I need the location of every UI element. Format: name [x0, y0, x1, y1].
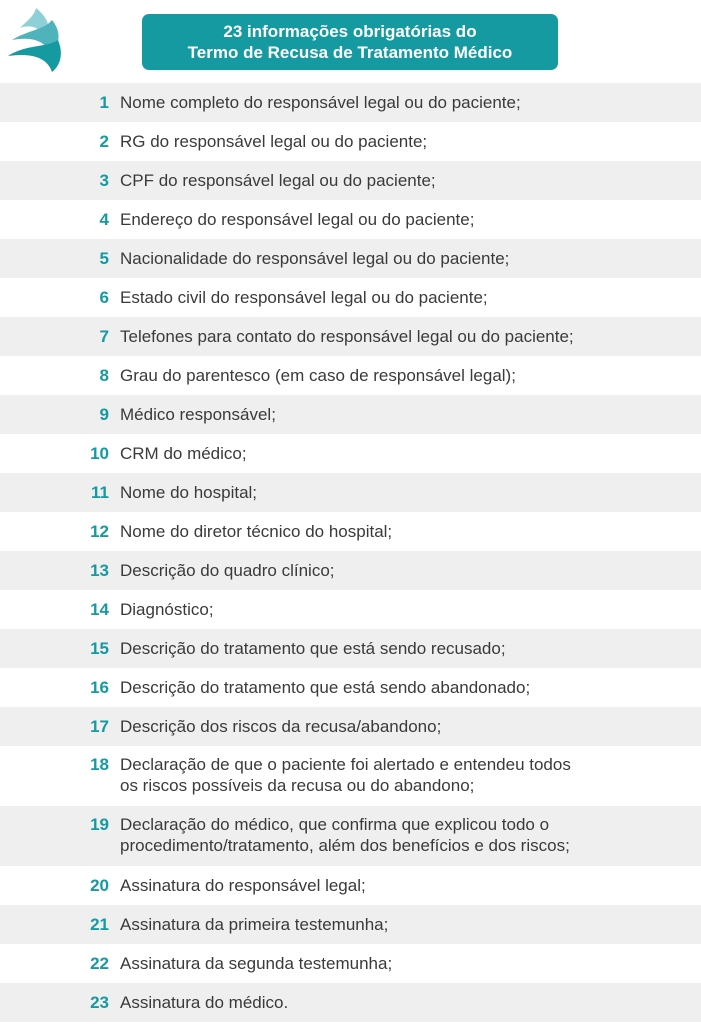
item-number: 5: [99, 248, 109, 268]
list-item: [0, 239, 701, 278]
item-text: CPF do responsável legal ou do paciente;: [120, 171, 436, 190]
list-item: [0, 668, 701, 707]
list-item: [0, 122, 701, 161]
list-item: [0, 983, 701, 1022]
list-item: [0, 473, 701, 512]
item-number: 7: [99, 326, 109, 346]
list-item: [0, 161, 701, 200]
list-item: [0, 512, 701, 551]
item-text: Descrição do tratamento que está sendo abandonado;: [120, 678, 531, 697]
item-number: 9: [99, 404, 109, 424]
item-text: Assinatura da primeira testemunha;: [120, 915, 389, 934]
item-text: Grau do parentesco (em caso de responsável legal);: [120, 366, 516, 385]
item-number: 14: [90, 599, 109, 619]
item-number: 16: [90, 677, 109, 697]
list-item: [0, 866, 701, 905]
item-text: Nome completo do responsável legal ou do paciente;: [120, 93, 521, 112]
item-text-line-1: Declaração do médico, que confirma que explicou todo o: [120, 815, 550, 834]
item-text: Assinatura do médico.: [120, 993, 289, 1012]
list-item: [0, 200, 701, 239]
list-item: [0, 905, 701, 944]
item-text: Telefones para contato do responsável legal ou do paciente;: [120, 327, 574, 346]
list-item: [0, 746, 701, 806]
list-item: [0, 83, 701, 122]
list-item: [0, 944, 701, 983]
item-text-line-2: procedimento/tratamento, além dos benefícios e dos riscos;: [120, 836, 570, 855]
item-text: Assinatura da segunda testemunha;: [120, 954, 393, 973]
list-item: [0, 551, 701, 590]
list-item: [0, 707, 701, 746]
item-text: CRM do médico;: [120, 444, 247, 463]
item-text-line-2: os riscos possíveis da recusa ou do abandono;: [120, 776, 475, 795]
item-number: 17: [90, 716, 109, 736]
item-text: [120, 754, 680, 796]
item-text: Diagnóstico;: [120, 600, 214, 619]
item-text: Descrição do quadro clínico;: [120, 561, 335, 580]
list-item: [0, 395, 701, 434]
list-item: [0, 590, 701, 629]
title-banner: [142, 14, 558, 70]
item-number: 13: [90, 560, 109, 580]
title-line-1: 23 informações obrigatórias do: [223, 22, 477, 41]
item-number: 20: [90, 875, 109, 895]
list-item: [0, 434, 701, 473]
list-item: [0, 356, 701, 395]
item-number: 12: [90, 521, 109, 541]
item-number: 22: [90, 953, 109, 973]
item-number: 6: [99, 287, 109, 307]
item-text: Nome do diretor técnico do hospital;: [120, 522, 393, 541]
item-number: 21: [90, 914, 109, 934]
list-item: [0, 317, 701, 356]
requirements-list: [0, 83, 701, 1022]
teal-waves-logo-icon: [6, 6, 62, 74]
item-number: 8: [99, 365, 109, 385]
item-number: 15: [90, 638, 109, 658]
item-number: 2: [99, 131, 109, 151]
list-item: [0, 806, 701, 866]
item-text: Nacionalidade do responsável legal ou do paciente;: [120, 249, 510, 268]
item-number: 23: [90, 992, 109, 1012]
item-text: Estado civil do responsável legal ou do paciente;: [120, 288, 488, 307]
item-text: Descrição dos riscos da recusa/abandono;: [120, 717, 442, 736]
item-number: 10: [90, 443, 109, 463]
item-text-line-1: Declaração de que o paciente foi alertado e entendeu todos: [120, 755, 571, 774]
list-item: [0, 278, 701, 317]
item-text: Nome do hospital;: [120, 483, 258, 502]
item-number: 3: [99, 170, 109, 190]
item-number: 19: [90, 815, 109, 834]
item-number: 18: [90, 755, 109, 774]
list-item: [0, 629, 701, 668]
title-line-2: Termo de Recusa de Tratamento Médico: [187, 43, 513, 62]
item-text: Assinatura do responsável legal;: [120, 876, 366, 895]
item-text: Médico responsável;: [120, 405, 276, 424]
item-number: 1: [99, 92, 109, 112]
item-number: 4: [99, 209, 109, 229]
item-number: 11: [91, 482, 109, 502]
item-text: [120, 814, 680, 856]
item-text: RG do responsável legal ou do paciente;: [120, 132, 428, 151]
item-text: Descrição do tratamento que está sendo recusado;: [120, 639, 506, 658]
item-text: Endereço do responsável legal ou do paciente;: [120, 210, 475, 229]
